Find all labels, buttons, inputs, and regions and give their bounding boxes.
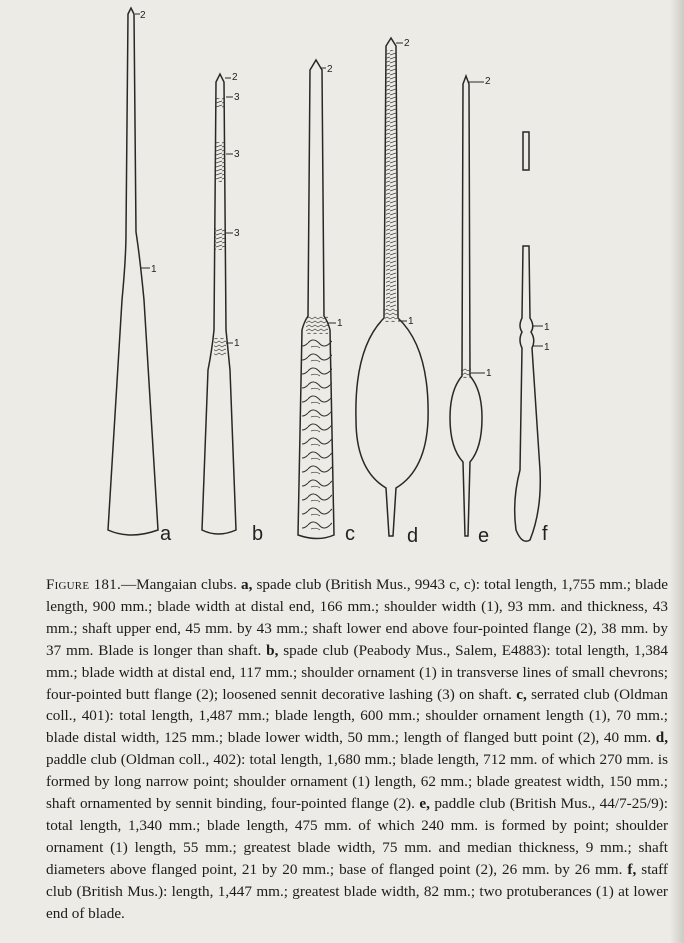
club-f (515, 132, 550, 545)
caption-text-f: staff club (British Mus.): length, 1,447 mm.; greatest blade width, 82 mm.; two protuberances (1) at lower end of blade. (46, 860, 668, 922)
club-a-label-2: 2 (140, 10, 146, 21)
club-e-label-2: 2 (485, 76, 491, 87)
club-b-label-2: 2 (232, 72, 238, 83)
club-f-label-1b: 1 (544, 342, 550, 353)
caption-key-d: d, (655, 729, 669, 747)
club-f-label-1a: 1 (544, 322, 550, 333)
club-d-label-2: 2 (404, 38, 410, 49)
club-a (108, 8, 172, 545)
caption-key-c: c, (516, 685, 527, 703)
club-e-letter: e (478, 525, 490, 547)
caption-lead: Figure 181. (46, 576, 121, 593)
club-b-label-3b: 3 (234, 149, 240, 160)
club-c-letter: c (345, 523, 355, 545)
club-a-label-1: 1 (151, 264, 157, 275)
caption-key-b: b, (266, 641, 279, 659)
caption-key-a: a, (241, 576, 253, 593)
caption-key-e: e, (419, 795, 430, 813)
caption-title: —Mangaian clubs. (120, 576, 237, 593)
club-d-label-1: 1 (408, 316, 414, 327)
club-a-letter: a (160, 523, 172, 545)
club-b-label-3c: 3 (234, 228, 240, 239)
club-b-label-1: 1 (234, 338, 240, 349)
club-b-letter: b (252, 523, 264, 545)
caption-text-c: serrated club (Oldman coll., 401): total length, 1,487 mm.; blade length, 600 mm.; shoulder ornament length (1), 70 mm.; blade distal width, 125 mm.; blade lower width, 50 mm.; length of flanged butt point (2), 40 mm. (46, 685, 668, 747)
club-c-label-1: 1 (337, 318, 343, 329)
club-f-letter: f (542, 523, 548, 545)
club-c (298, 60, 355, 545)
club-e-label-1: 1 (486, 368, 492, 379)
club-d (356, 38, 428, 547)
figure-caption (46, 574, 668, 925)
club-d-letter: d (407, 525, 419, 547)
caption-text-b: spade club (Peabody Mus., Salem, E4883): total length, 1,384 mm.; blade width at distal end, 117 mm.; shoulder ornament (1) in transverse lines of small chevrons; four-pointed butt flange (2); loosened sennit decorative lashing (3) on shaft. (46, 641, 668, 703)
caption-text-a: spade club (British Mus., 9943 c, c): total length, 1,755 mm.; blade length, 900 mm.; blade width at distal end, 166 mm.; shoulder width (1), 93 mm. and thickness, 43 mm.; shaft upper end, 45 mm. by 43 mm.; shaft lower end above four-pointed flange (2), 38 mm. by 37 mm. Blade is longer than shaft. (46, 576, 669, 659)
caption-key-f: f, (627, 860, 637, 878)
club-c-label-2: 2 (327, 64, 333, 75)
club-b (202, 72, 263, 545)
caption-text-d: paddle club (Oldman coll., 402): total length, 1,680 mm.; blade length, 712 mm. of which 270 mm. is formed by long narrow point; shoulder ornament (1) length, 62 mm.; blade greatest width, 150 mm.; shaft ornamented by sennit binding, four-pointed flange (2). (46, 751, 668, 813)
caption-text-e: paddle club (British Mus., 44/7-25/9): total length, 1,340 mm.; blade length, 475 mm. of which 240 mm. is formed by point; shoulder ornament (1) length, 55 mm.; greatest blade width, 75 mm. and median thickness, 9 mm.; shaft diameters above flanged point, 21 by 20 mm.; base of flanged point (2), 26 mm. by 26 mm. (46, 795, 669, 878)
club-e (450, 76, 492, 547)
club-b-label-3a: 3 (234, 92, 240, 103)
